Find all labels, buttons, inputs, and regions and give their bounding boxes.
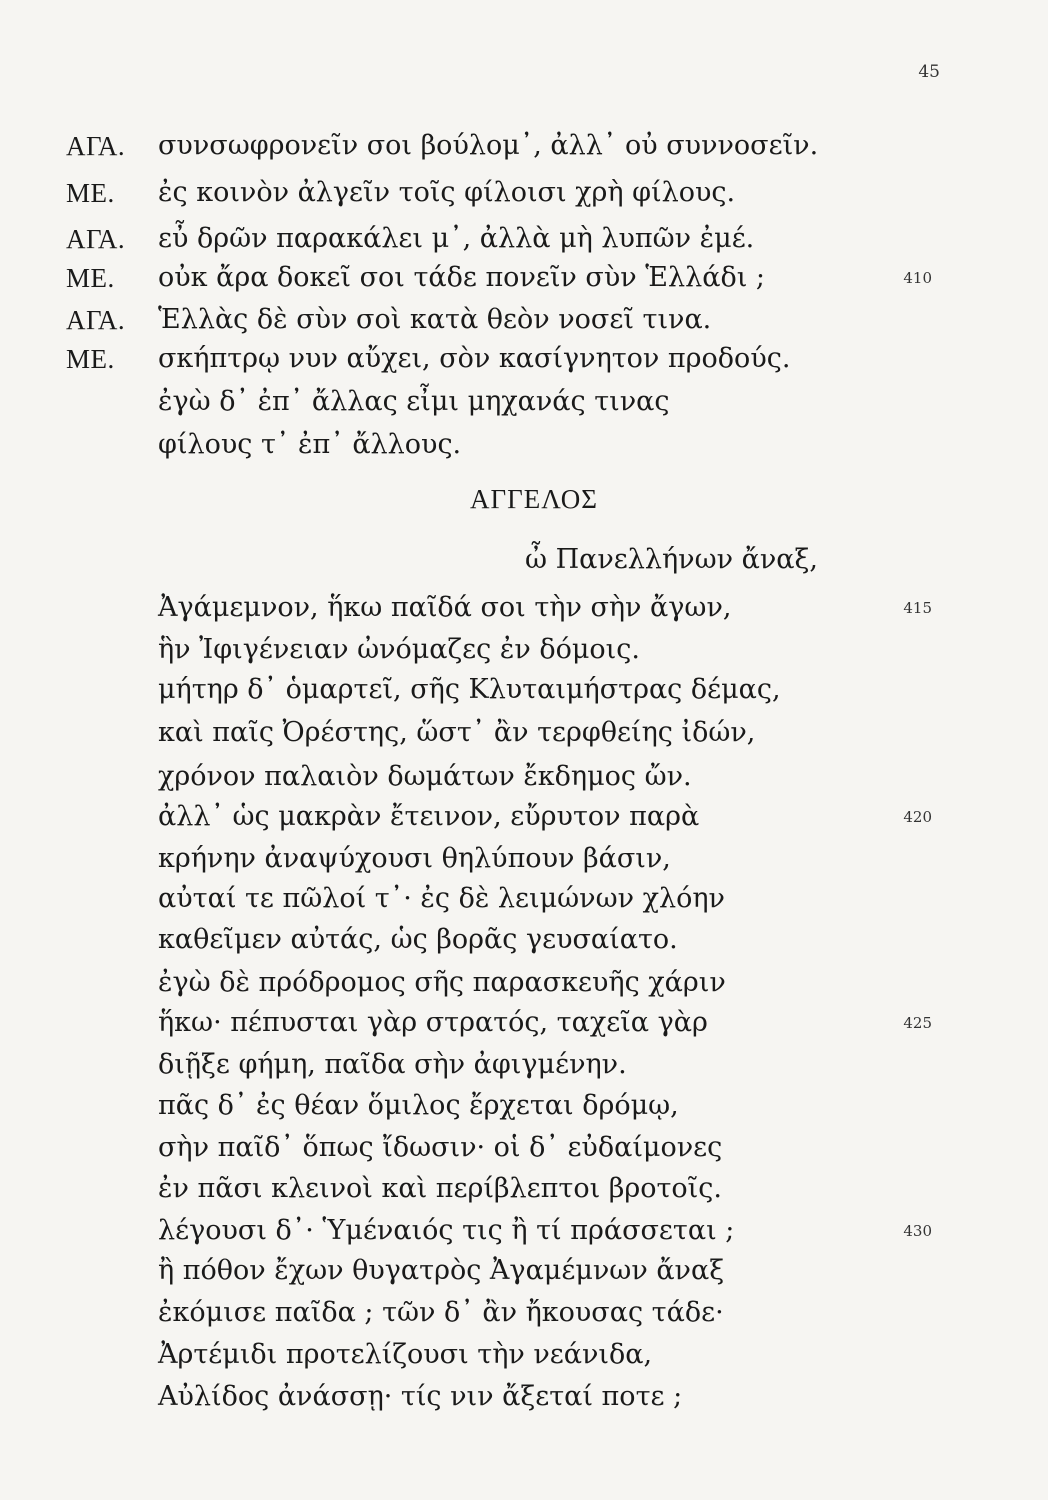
verse-text: ἐν πᾶσι κλεινοὶ καὶ περίβλεπτοι βροτοῖς. [158,1173,722,1204]
speaker-label: ΑΓΑ. [66,305,126,335]
verse-text: ἣν Ἰφιγένειαν ὠνόμαζες ἐν δόμοις. [158,634,640,665]
verse-text: ἐγὼ δὲ πρόδρομος σῆς παρασκευῆς χάριν [158,967,726,998]
line-number: 410 [903,269,932,287]
verse-text: χρόνον παλαιὸν δωμάτων ἔκδημος ὤν. [158,761,692,792]
speaker-label: ΜΕ. [66,344,115,374]
verse-text: σκήπτρῳ νυν αὔχει, σὸν κασίγνητον προδούς. [158,343,791,374]
verse-text: σὴν παῖδ᾽ ὅπως ἴδωσιν· οἱ δ᾽ εὐδαίμονες [158,1132,723,1163]
verse-text: καὶ παῖς Ὀρέστης, ὥστ᾽ ἂν τερφθείης ἰδών, [158,717,756,748]
verse-text: ἐγὼ δ᾽ ἐπ᾽ ἄλλας εἶμι μηχανάς τινας [158,386,670,417]
page-number: 45 [918,62,940,82]
verse-text: εὖ δρῶν παρακάλει μ᾽, ἀλλὰ μὴ λυπῶν ἐμέ. [158,223,755,254]
verse-text: λέγουσι δ᾽· Ὑμέναιός τις ἢ τί πράσσεται ; [158,1215,735,1246]
verse-text: αὐταί τε πῶλοί τ᾽· ἐς δὲ λειμώνων χλόην [158,883,725,914]
speaker-heading: ΑΓΓΕΛΟΣ [470,484,598,514]
verse-text: Αὐλίδος ἀνάσσῃ· τίς νιν ἄξεταί ποτε ; [158,1381,683,1412]
verse-text: Ἑλλὰς δὲ σὺν σοὶ κατὰ θεὸν νοσεῖ τινα. [158,304,712,335]
line-number: 425 [903,1014,932,1032]
speaker-label: ΜΕ. [66,178,115,208]
verse-text: κρήνην ἀναψύχουσι θηλύπουν βάσιν, [158,843,671,874]
speaker-label: ΜΕ. [66,263,115,293]
speaker-label: ΑΓΑ. [66,131,126,161]
verse-text: Ἀρτέμιδι προτελίζουσι τὴν νεάνιδα, [158,1339,653,1370]
verse-text: ἐκόμισε παῖδα ; τῶν δ᾽ ἂν ἤκουσας τάδε· [158,1297,724,1328]
line-number: 420 [903,808,932,826]
verse-text: ἐς κοινὸν ἀλγεῖν τοῖς φίλοισι χρὴ φίλους. [158,177,736,208]
verse-text: καθεῖμεν αὐτάς, ὡς βορᾶς γευσαίατο. [158,924,678,955]
speaker-label: ΑΓΑ. [66,224,126,254]
line-number: 430 [903,1222,932,1240]
verse-text: ὦ Πανελλήνων ἄναξ, [525,544,818,575]
line-number: 415 [903,599,932,617]
verse-text: Ἀγάμεμνον, ἥκω παῖδά σοι τὴν σὴν ἄγων, [158,592,732,623]
verse-text: μήτηρ δ᾽ ὁμαρτεῖ, σῆς Κλυταιμήστρας δέμας, [158,674,781,705]
verse-text: ἥκω· πέπυσται γὰρ στρατός, ταχεῖα γὰρ [158,1007,708,1038]
verse-text: οὐκ ἄρα δοκεῖ σοι τάδε πονεῖν σὺν Ἑλλάδι ; [158,262,765,293]
verse-text: συνσωφρονεῖν σοι βούλομ᾽, ἀλλ᾽ οὐ συννοσεῖν. [158,130,819,161]
verse-text: ἀλλ᾽ ὡς μακρὰν ἔτεινον, εὔρυτον παρὰ [158,801,700,832]
verse-text: πᾶς δ᾽ ἐς θέαν ὅμιλος ἔρχεται δρόμῳ, [158,1090,679,1121]
verse-text: φίλους τ᾽ ἐπ᾽ ἄλλους. [158,429,462,460]
verse-text: ἢ πόθον ἔχων θυγατρὸς Ἀγαμέμνων ἄναξ [158,1255,725,1286]
verse-text: διῇξε φήμη, παῖδα σὴν ἀφιγμένην. [158,1049,627,1080]
